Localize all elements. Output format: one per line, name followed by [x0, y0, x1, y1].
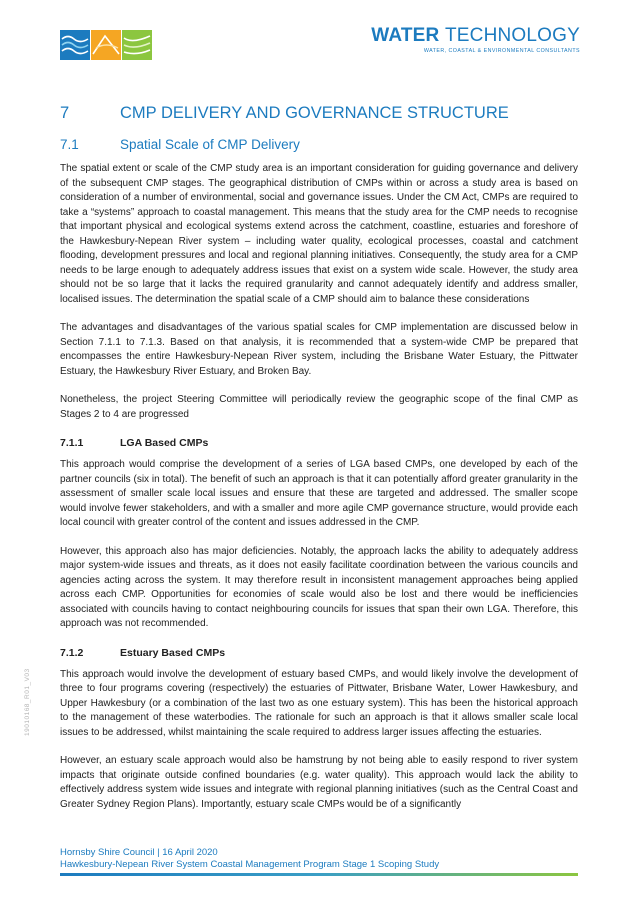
chapter-title: CMP DELIVERY AND GOVERNANCE STRUCTURE — [120, 104, 509, 122]
company-logo-graphic — [60, 30, 152, 60]
section-heading — [60, 136, 578, 154]
footer-client-date: Hornsby Shire Council | 16 April 2020 — [60, 847, 218, 858]
subsection-title: Estuary Based CMPs — [120, 646, 226, 659]
subsection-number: 7.1.1 — [60, 437, 84, 449]
footer-divider — [60, 873, 578, 876]
intro-paragraph: Nonetheless, the project Steering Committee will periodically review the geographic scope of the final CMP as Stages 2 to 4 are progressed — [60, 394, 578, 420]
chapter-heading — [60, 102, 578, 124]
subsection-heading-estuary — [60, 646, 578, 660]
document-code: 19010168_R01_V03 — [24, 668, 31, 736]
estuary-paragraph: However, an estuary scale approach would also be hamstrung by not being able to easily respond to river system impacts that originate outside confined boundaries (e.g. water quality). This approach would lack the ability to effectively address system wide issues and integrate with regional planning initiatives (such as the Central Coast and Greater Sydney Region Plans). Importantly, estuary scale CMPs would be of a significantly — [60, 755, 578, 810]
footer-project-title: Hawkesbury-Nepean River System Coastal Management Program Stage 1 Scoping Study — [60, 859, 440, 870]
lga-paragraph: However, this approach also has major deficiencies. Notably, the approach lacks the ability to adequately address major system-wide issues and threats, as it does not easily facilitate coordination between the various councils and agencies acting across the system. It may therefore result in inconsistent management approaches being applied across each CMP. Opportunities for economies of scale would also be lost and there would be inefficiencies associated with councils having to contact neighbouring councils for issues that span their own LGA. Therefore, this approach was not recommended. — [60, 545, 578, 629]
lga-paragraph: This approach would comprise the development of a series of LGA based CMPs, one developed by each of the partner councils (six in total). The benefit of such an approach is that it can potentially afford greater granularity in the assessment of smaller scale local issues and ensure that these are targeted and addressed. The smaller scope would involve fewer stakeholders, and with a smaller and more agile CMP governance structure, would provide each local council with greater control of the content and issues addressed in the CMP. — [60, 459, 578, 528]
intro-paragraph: The spatial extent or scale of the CMP study area is an important consideration for guiding governance and delivery of the subsequent CMP stages. The geographical distribution of CMPs within or across a study area is based on consideration of a number of environmental, social and governance issues. Under the CM Act, CMPs are required to take a “systems” approach to coastal management. This means that the study area for the CMP needs to recognise that important physical and ecological systems extend across the catchment, coastline, estuaries and foreshore of the Hawkesbury-Nepean River system – including water quality, ecological processes, coastal and catchment flooding, development pressures and local and regional planning initiatives. Consequently, the study area for a CMP needs to be large enough to adequately address issues that exist on a system wide scale. However, the study area should not be so large that it lacks the required granularity and cannot adequately identify and address smaller, localised issues. The determination the spatial scale of a CMP should aim to balance these considerations — [60, 163, 578, 305]
intro-paragraph: The advantages and disadvantages of the various spatial scales for CMP implementation are discussed below in Section 7.1.1 to 7.1.3. Based on that analysis, it is recommended that a system-wide CMP be prepared that encompasses the entire Hawkesbury-Nepean River system, including the Brisbane Water Estuary, the Pittwater Estuary, the Hawkesbury River Estuary, and Broken Bay. — [60, 322, 578, 377]
brand-tagline: WATER, COASTAL & ENVIRONMENTAL CONSULTANTS — [423, 48, 580, 54]
subsection-heading-lga — [60, 436, 578, 450]
chapter-number: 7 — [60, 104, 70, 122]
brand-name-bold: WATER — [371, 25, 440, 46]
brand-name — [371, 26, 580, 46]
section-title: Spatial Scale of CMP Delivery — [120, 137, 300, 152]
subsection-number: 7.1.2 — [60, 646, 84, 659]
brand-logo — [371, 26, 580, 54]
subsection-title: LGA Based CMPs — [120, 437, 209, 449]
document-body — [60, 102, 578, 826]
section-number: 7.1 — [60, 137, 79, 152]
brand-name-light: TECHNOLOGY — [444, 25, 580, 46]
estuary-paragraph: This approach would involve the development of estuary based CMPs, and would likely involve the development of three to four programs covering (respectively) the estuaries of Pittwater, Brisbane Water, Lower Hawkesbury, and Upper Hawkesbury (or a combination of the last two as one estuary system). This has been the historical approach to the management of these waterbodies. The rationale for such an approach is that it allows smaller scale local issues to be addressed, whilst maintaining the scale required to address larger issues affecting the estuaries. — [60, 668, 578, 738]
page-footer — [60, 847, 439, 871]
